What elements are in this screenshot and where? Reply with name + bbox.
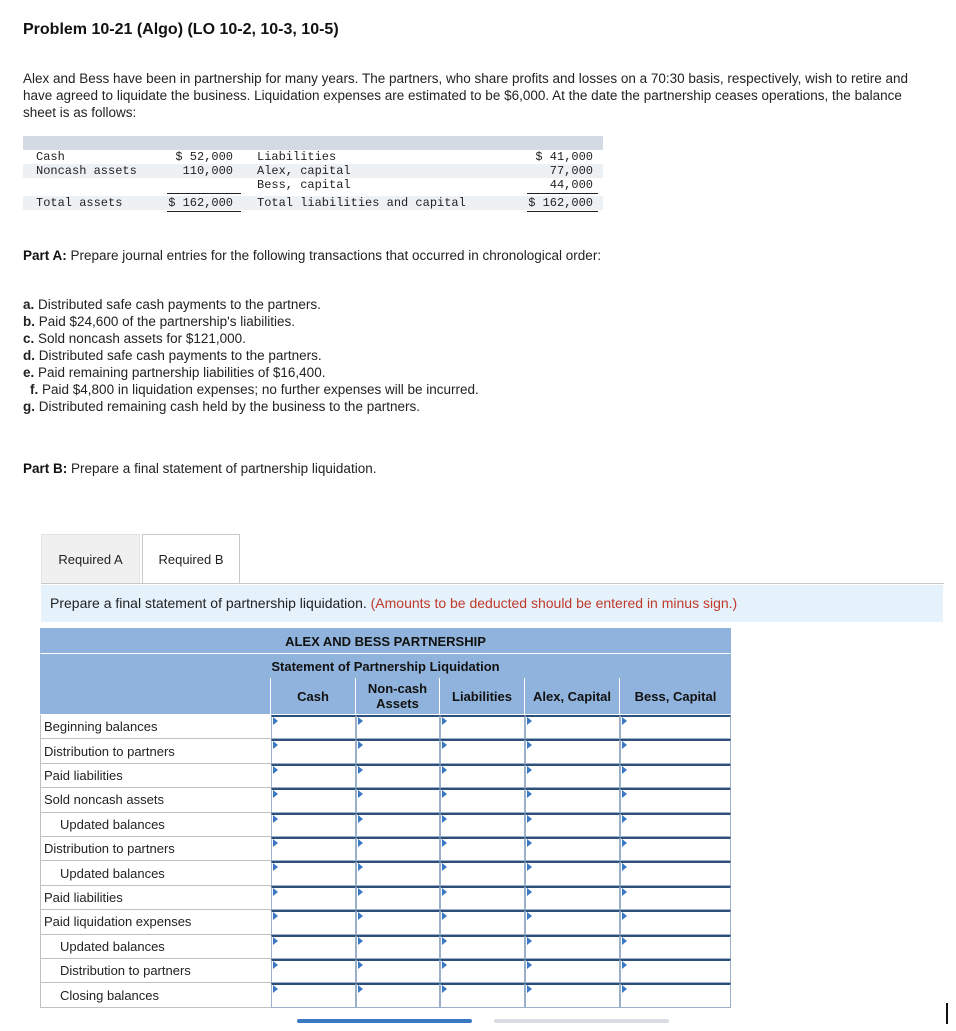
table-row bbox=[40, 813, 732, 837]
amount-input[interactable] bbox=[440, 715, 525, 739]
statement-company: ALEX AND BESS PARTNERSHIP bbox=[40, 628, 731, 653]
bs-double-underline-capital bbox=[527, 211, 598, 212]
amount-input[interactable] bbox=[620, 935, 731, 959]
bs-right-value: $ 41,000 bbox=[535, 150, 593, 164]
row-label: Closing balances bbox=[40, 983, 271, 1007]
bs-right-label: Alex, capital bbox=[257, 164, 351, 178]
bs-row-cash bbox=[23, 150, 603, 164]
amount-input[interactable] bbox=[620, 788, 731, 812]
list-item: g. Distributed remaining cash held by the business to the partners. bbox=[23, 399, 420, 414]
row-label: Distribution to partners bbox=[40, 959, 271, 983]
amount-input[interactable] bbox=[356, 788, 440, 812]
bs-double-underline-assets bbox=[167, 211, 241, 212]
row-label: Beginning balances bbox=[40, 715, 271, 739]
row-label: Paid liquidation expenses bbox=[40, 910, 271, 934]
amount-input[interactable] bbox=[525, 886, 620, 910]
row-label: Distribution to partners bbox=[40, 837, 271, 861]
tab-divider bbox=[41, 583, 944, 584]
amount-input[interactable] bbox=[440, 935, 525, 959]
bs-right-value: 44,000 bbox=[549, 178, 593, 192]
amount-input[interactable] bbox=[620, 837, 731, 861]
bs-left-label: Cash bbox=[36, 150, 65, 164]
amount-input[interactable] bbox=[271, 983, 356, 1007]
table-row bbox=[40, 715, 732, 739]
amount-input[interactable] bbox=[356, 764, 440, 788]
amount-input[interactable] bbox=[440, 739, 525, 763]
amount-input[interactable] bbox=[440, 910, 525, 934]
amount-input[interactable] bbox=[525, 813, 620, 837]
amount-input[interactable] bbox=[271, 715, 356, 739]
amount-input[interactable] bbox=[271, 788, 356, 812]
next-button-edge[interactable] bbox=[494, 1019, 669, 1023]
amount-input[interactable] bbox=[356, 983, 440, 1007]
list-item: d. Distributed safe cash payments to the partners. bbox=[23, 348, 322, 363]
part-b-label: Part B: bbox=[23, 461, 68, 476]
bs-left-value: $ 162,000 bbox=[168, 196, 233, 210]
amount-input[interactable] bbox=[525, 935, 620, 959]
table-row bbox=[40, 935, 732, 959]
amount-input[interactable] bbox=[525, 959, 620, 983]
amount-input[interactable] bbox=[525, 715, 620, 739]
amount-input[interactable] bbox=[356, 935, 440, 959]
row-label: Updated balances bbox=[40, 861, 271, 885]
table-row bbox=[40, 910, 732, 934]
amount-input[interactable] bbox=[271, 910, 356, 934]
row-label: Sold noncash assets bbox=[40, 788, 271, 812]
amount-input[interactable] bbox=[440, 983, 525, 1007]
part-a bbox=[23, 248, 601, 263]
amount-input[interactable] bbox=[356, 861, 440, 885]
amount-input[interactable] bbox=[271, 764, 356, 788]
bs-row-bess bbox=[23, 178, 603, 192]
list-item: e. Paid remaining partnership liabilities of $16,400. bbox=[23, 365, 326, 380]
amount-input[interactable] bbox=[440, 959, 525, 983]
row-label: Paid liabilities bbox=[40, 764, 271, 788]
bs-right-value: $ 162,000 bbox=[528, 196, 593, 210]
amount-input[interactable] bbox=[620, 861, 731, 885]
part-b bbox=[23, 461, 376, 476]
col-header-label bbox=[40, 678, 271, 714]
bs-left-label: Noncash assets bbox=[36, 164, 137, 178]
amount-input[interactable] bbox=[525, 910, 620, 934]
row-label: Distribution to partners bbox=[40, 739, 271, 763]
amount-input[interactable] bbox=[620, 910, 731, 934]
bs-left-value: $ 52,000 bbox=[175, 150, 233, 164]
amount-input[interactable] bbox=[356, 715, 440, 739]
row-label: Paid liabilities bbox=[40, 886, 271, 910]
instruction-note: (Amounts to be deducted should be entered in minus sign.) bbox=[370, 595, 738, 611]
problem-title: Problem 10-21 (Algo) (LO 10-2, 10-3, 10-5) bbox=[23, 21, 339, 38]
amount-input[interactable] bbox=[525, 764, 620, 788]
col-header-cash: Cash bbox=[271, 678, 356, 714]
col-header-noncash: Non-cash Assets bbox=[356, 678, 440, 714]
amount-input[interactable] bbox=[620, 764, 731, 788]
amount-input[interactable] bbox=[356, 837, 440, 861]
amount-input[interactable] bbox=[271, 959, 356, 983]
part-b-text: Prepare a final statement of partnership liquidation. bbox=[71, 461, 377, 476]
table-row bbox=[40, 983, 732, 1007]
problem-intro: Alex and Bess have been in partnership for many years. The partners, who share profits and losses on a 70:30 basis, respectively, wish to retire and have agreed to liquidate the business. Liquidation expenses are estimated to be $6,000. At the date the partnership ceases operations, the balance sheet is as follows: bbox=[23, 71, 908, 120]
amount-input[interactable] bbox=[271, 861, 356, 885]
amount-input[interactable] bbox=[440, 861, 525, 885]
bs-left-value: 110,000 bbox=[182, 164, 233, 178]
bs-left-label: Total assets bbox=[36, 196, 123, 210]
amount-input[interactable] bbox=[440, 788, 525, 812]
amount-input[interactable] bbox=[525, 861, 620, 885]
balance-sheet-header bbox=[23, 136, 603, 150]
instruction-text: Prepare a final statement of partnership liquidation. bbox=[50, 595, 367, 611]
table-row bbox=[40, 886, 732, 910]
amount-input[interactable] bbox=[271, 739, 356, 763]
table-row bbox=[40, 764, 732, 788]
amount-input[interactable] bbox=[525, 739, 620, 763]
table-row bbox=[40, 837, 732, 861]
amount-input[interactable] bbox=[620, 886, 731, 910]
bs-underline-assets bbox=[167, 193, 241, 194]
table-row bbox=[40, 788, 732, 812]
col-header-bess: Bess, Capital bbox=[620, 678, 731, 714]
list-item: c. Sold noncash assets for $121,000. bbox=[23, 331, 246, 346]
col-header-liabilities: Liabilities bbox=[440, 678, 525, 714]
list-item: b. Paid $24,600 of the partnership's liabilities. bbox=[23, 314, 296, 329]
amount-input[interactable] bbox=[271, 813, 356, 837]
bs-underline-capital bbox=[527, 193, 598, 194]
tab-required-a[interactable]: Required A bbox=[41, 534, 140, 584]
row-label: Updated balances bbox=[40, 813, 271, 837]
bs-right-label: Total liabilities and capital bbox=[257, 196, 466, 210]
amount-input[interactable] bbox=[356, 813, 440, 837]
bs-right-label: Bess, capital bbox=[257, 178, 351, 192]
list-item: a. Distributed safe cash payments to the partners. bbox=[23, 297, 321, 312]
amount-input[interactable] bbox=[356, 910, 440, 934]
amount-input[interactable] bbox=[271, 886, 356, 910]
bs-right-label: Liabilities bbox=[257, 150, 337, 164]
bs-row-total bbox=[23, 196, 603, 210]
table-row bbox=[40, 861, 732, 885]
amount-input[interactable] bbox=[356, 959, 440, 983]
table-row bbox=[40, 959, 732, 983]
amount-input[interactable] bbox=[271, 935, 356, 959]
amount-input[interactable] bbox=[440, 837, 525, 861]
list-item: f. Paid $4,800 in liquidation expenses; no further expenses will be incurred. bbox=[30, 382, 479, 397]
liquidation-statement bbox=[40, 628, 732, 1008]
amount-input[interactable] bbox=[440, 886, 525, 910]
amount-input[interactable] bbox=[271, 837, 356, 861]
amount-input[interactable] bbox=[440, 813, 525, 837]
amount-input[interactable] bbox=[525, 788, 620, 812]
statement-title: Statement of Partnership Liquidation bbox=[40, 653, 731, 678]
part-a-label: Part A: bbox=[23, 248, 67, 263]
amount-input[interactable] bbox=[525, 983, 620, 1007]
table-row bbox=[40, 739, 732, 763]
bs-row-noncash bbox=[23, 164, 603, 178]
amount-input[interactable] bbox=[525, 837, 620, 861]
text-cursor bbox=[946, 1003, 948, 1024]
amount-input[interactable] bbox=[620, 813, 731, 837]
amount-input[interactable] bbox=[356, 739, 440, 763]
part-a-text: Prepare journal entries for the following transactions that occurred in chronological order: bbox=[70, 248, 602, 263]
amount-input[interactable] bbox=[620, 739, 731, 763]
transaction-list bbox=[23, 296, 479, 415]
prev-button-edge[interactable] bbox=[297, 1019, 472, 1023]
amount-input[interactable] bbox=[620, 959, 731, 983]
bs-right-value: 77,000 bbox=[549, 164, 593, 178]
amount-input[interactable] bbox=[356, 886, 440, 910]
amount-input[interactable] bbox=[440, 764, 525, 788]
row-label: Updated balances bbox=[40, 935, 271, 959]
col-header-alex: Alex, Capital bbox=[525, 678, 620, 714]
tab-required-b[interactable]: Required B bbox=[142, 534, 240, 584]
instruction-bar bbox=[41, 585, 943, 622]
amount-input[interactable] bbox=[620, 715, 731, 739]
amount-input[interactable] bbox=[620, 983, 731, 1007]
